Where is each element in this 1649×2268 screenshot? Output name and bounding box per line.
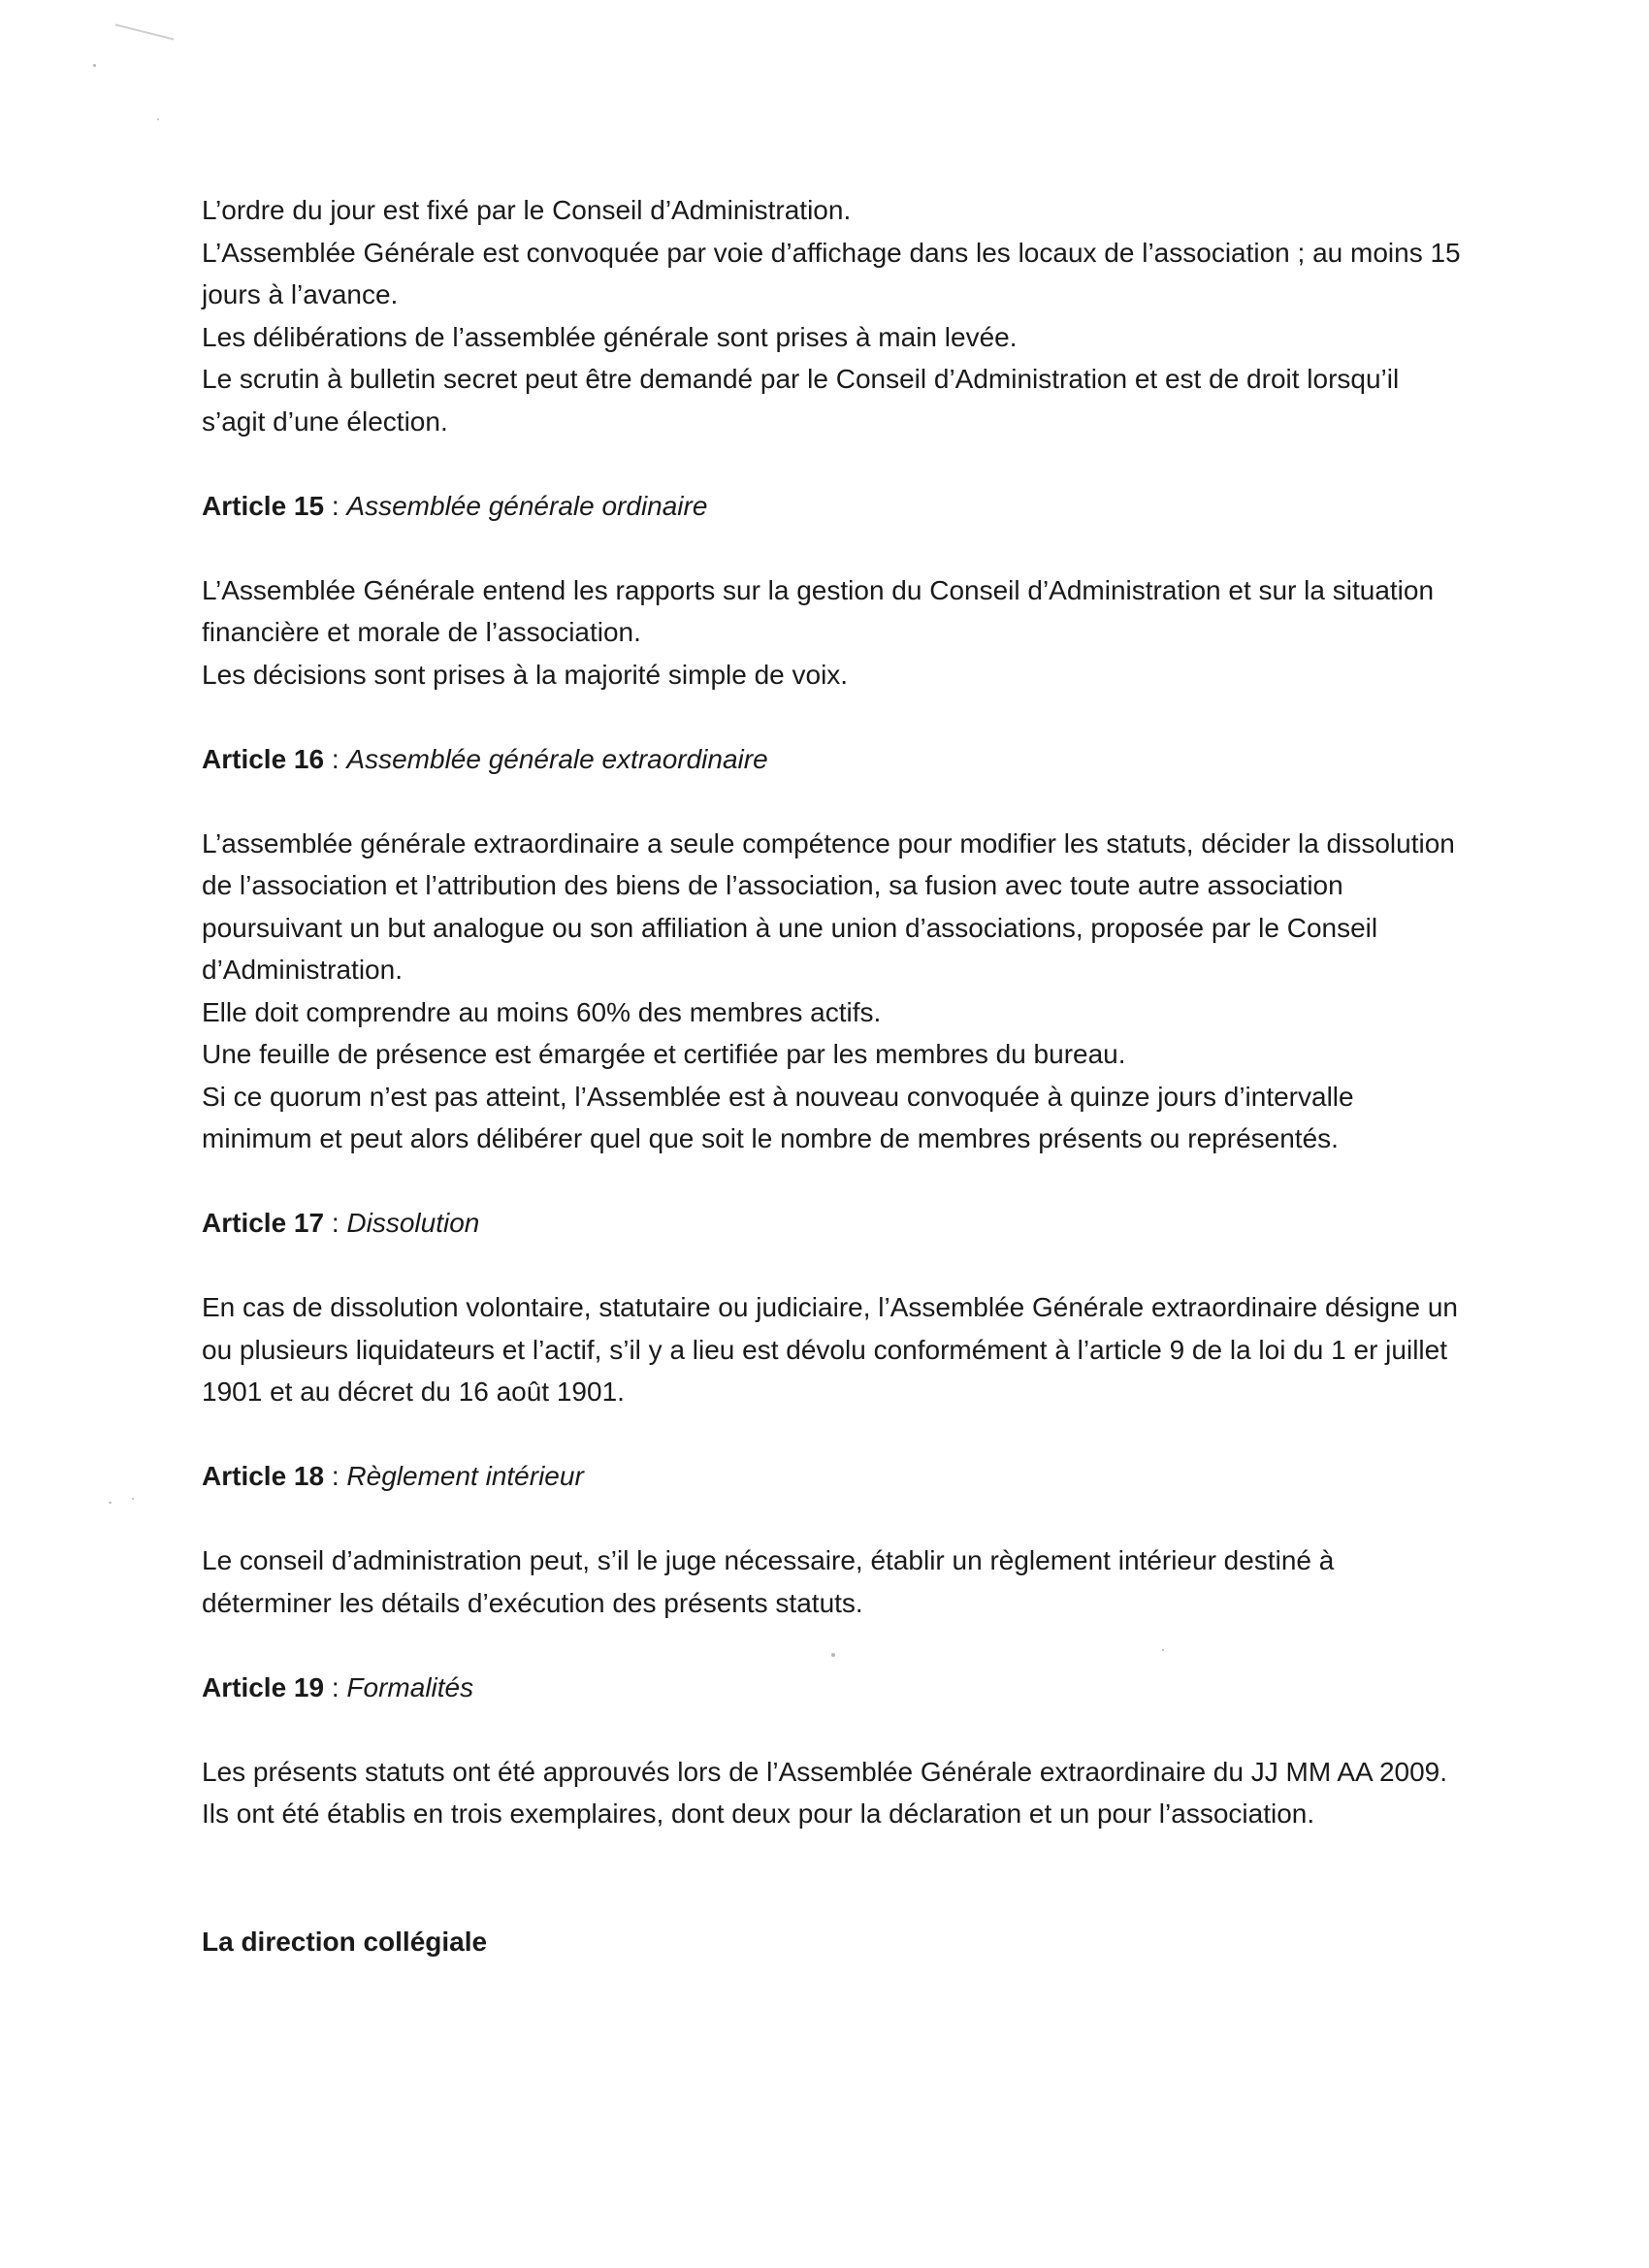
paragraph: Ils ont été établis en trois exemplaires, dont deux pour la déclaration et un pour l’association.: [202, 1798, 1315, 1829]
paragraph: En cas de dissolution volontaire, statutaire ou judiciaire, l’Assemblée Générale extraordinaire désigne un ou plusieurs liquidateurs et l’actif, s’il y a lieu est dévolu conformément à l’article 9 de la loi du 1 er juillet 1901 et au décret du 16 août 1901.: [202, 1292, 1458, 1407]
article-15-heading: [202, 485, 1463, 528]
paragraph: Les décisions sont prises à la majorité simple de voix.: [202, 659, 849, 690]
article-18-heading: [202, 1455, 1463, 1498]
article-separator: :: [324, 490, 347, 521]
article-16-heading: [202, 738, 1463, 781]
scan-speck: [109, 1502, 112, 1504]
paragraph: Le scrutin à bulletin secret peut être demandé par le Conseil d’Administration et est de droit lorsqu’il s’agit d’une élection.: [202, 364, 1400, 437]
paragraph: Elle doit comprendre au moins 60% des membres actifs.: [202, 996, 882, 1027]
paragraph: Les présents statuts ont été approuvés lors de l’Assemblée Générale extraordinaire du JJ MM AA 2009.: [202, 1756, 1448, 1787]
article-separator: :: [324, 1461, 347, 1491]
paragraph: L’Assemblée Générale entend les rapports sur la gestion du Conseil d’Administration et sur la situation financière et morale de l’association.: [202, 574, 1435, 647]
article-title: Formalités: [346, 1671, 474, 1702]
article-title: Dissolution: [346, 1208, 480, 1238]
paragraph: Les délibérations de l’assemblée générale sont prises à main levée.: [202, 321, 1018, 352]
article-title: Assemblée générale ordinaire: [346, 490, 708, 521]
article-separator: :: [324, 1671, 347, 1702]
article-separator: :: [324, 1208, 347, 1238]
paragraph: Si ce quorum n’est pas atteint, l’Assemblée est à nouveau convoquée à quinze jours d’intervalle minimum et peut alors délibérer quel que soit le nombre de membres présents ou représentés.: [202, 1081, 1354, 1153]
paragraph: Le conseil d’administration peut, s’il le juge nécessaire, établir un règlement intérieur destiné à déterminer les détails d’exécution des présents statuts.: [202, 1545, 1335, 1618]
article-number: Article 19: [202, 1671, 325, 1702]
document-body: [202, 189, 1463, 1963]
paragraph: L’Assemblée Générale est convoquée par voie d’affichage dans les locaux de l’association ; au moins 15 jours à l’avance.: [202, 237, 1461, 309]
scan-speck: [157, 118, 159, 120]
article-number: Article 18: [202, 1461, 325, 1491]
article-separator: :: [324, 743, 347, 774]
scan-speck: [93, 64, 96, 67]
article-17-heading: [202, 1202, 1463, 1245]
article-title: Règlement intérieur: [346, 1461, 584, 1491]
paragraph: L’assemblée générale extraordinaire a seule compétence pour modifier les statuts, décider la dissolution de l’association et l’attribution des biens de l’association, sa fusion avec toute autre association poursuivant un but analogue ou son affiliation à une union d’associations, proposée par le Conseil d’Administration.: [202, 827, 1455, 985]
paragraph: Une feuille de présence est émargée et certifiée par les membres du bureau.: [202, 1039, 1126, 1069]
article-number: Article 16: [202, 743, 325, 774]
article-title: Assemblée générale extraordinaire: [346, 743, 768, 774]
article-number: Article 15: [202, 490, 325, 521]
paragraph: L’ordre du jour est fixé par le Conseil d’Administration.: [202, 195, 852, 225]
article-19-heading: [202, 1667, 1463, 1709]
signature-label: La direction collégiale: [202, 1927, 488, 1957]
article-number: Article 17: [202, 1208, 325, 1238]
scan-speck: [132, 1498, 134, 1500]
scan-smudge: [115, 24, 175, 41]
